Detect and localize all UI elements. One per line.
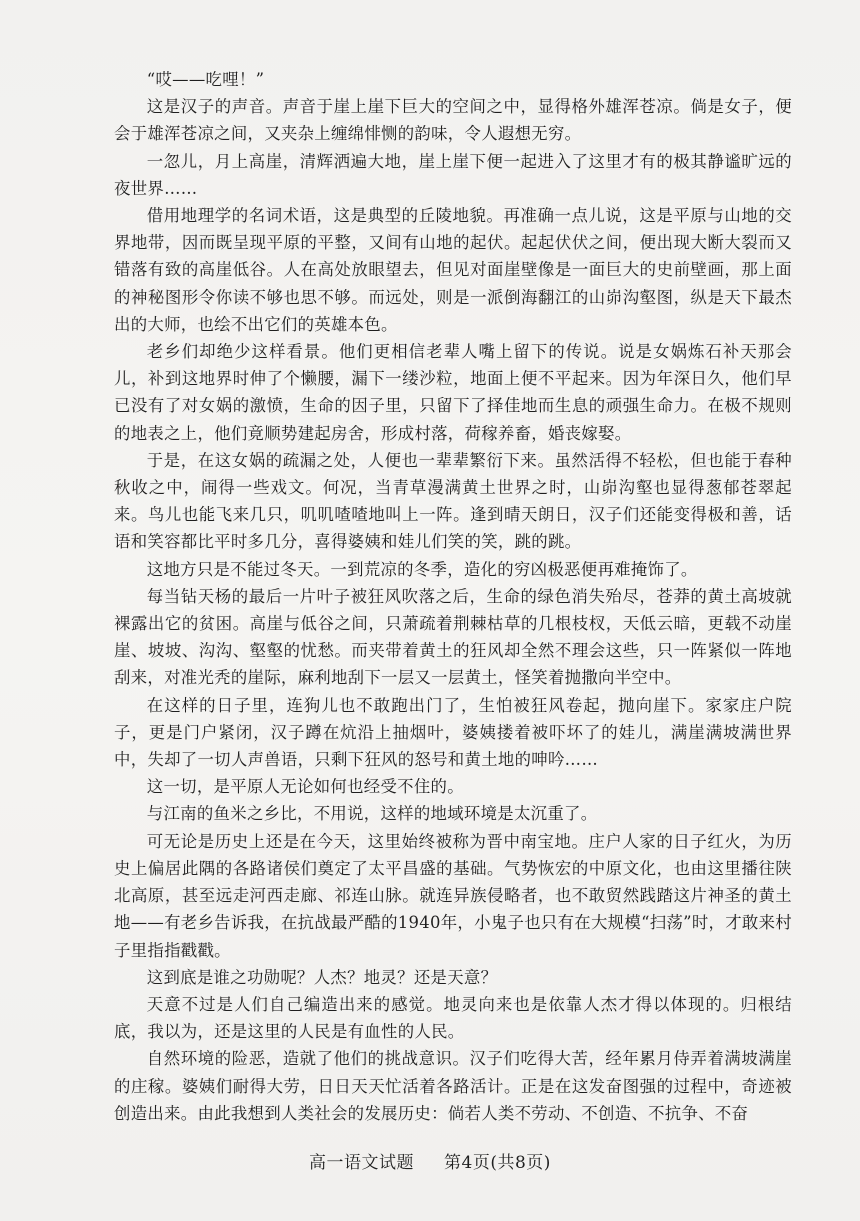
paragraph-3: 一忽儿，月上高崖，清辉洒遍大地，崖上崖下便一起进入了这里才有的极其静谧旷远的夜世界……: [114, 151, 792, 198]
paragraph-9: 在这样的日子里，连狗儿也不敢跑出门了，生怕被狂风卷起，抛向崖下。家家庄户院子，更是门户紧闭，汉子蹲在炕沿上抽烟叶，婆姨搂着被吓坏了的娃儿，满崖满坡满世界中，失却了一切人声兽语，只剩下狂风的怒号和黄土地的呻吟……: [114, 695, 792, 770]
paragraph-14: 天意不过是人们自己编造出来的感觉。地灵向来也是依靠人杰才得以体现的。归根结底，我以为，还是这里的人民是有血性的人民。: [114, 994, 792, 1042]
paragraph-12: 可无论是历史上还是在今天，这里始终被称为晋中南宝地。庄户人家的日子红火，为历史上偏居此隅的各路诸侯们奠定了太平昌盛的基础。气势恢宏的中原文化，也由这里播往陕北高原，甚至远走河西走廊、祁连山脉。就连异族侵略者，也不敢贸然践踏这片神圣的黄土地——有老乡告诉我，在抗战最严酷的1940年，小鬼子也只有在大规模“扫荡”时，才敢来村子里指指戳戳。: [114, 831, 792, 960]
paragraph-15: 自然环境的险恶，造就了他们的挑战意识。汉子们吃得大苦，经年累月侍弄着满坡满崖的庄稼。婆姨们耐得大劳，日日天天忙活着各路活计。正是在这发奋图强的过程中，奇迹被创造出来。由此我想到人类社会的发展历史：倘若人类不劳动、不创造、不抗争、不奋: [114, 1049, 792, 1123]
paragraph-4: 借用地理学的名词术语，这是典型的丘陵地貌。再准确一点儿说，这是平原与山地的交界地带，因而既呈现平原的平整，又间有山地的起伏。起起伏伏之间，便出现大断大裂而又错落有致的高崖低谷。人在高处放眼望去，但见对面崖壁像是一面巨大的史前壁画，那上面的神秘图形令你读不够也思不够。而远处，则是一派倒海翻江的山峁沟壑图，纵是天下最杰出的大师，也绘不出它们的英雄本色。: [114, 206, 792, 334]
paragraph-6: 于是，在这女娲的疏漏之处，人便也一辈辈繁衍下来。虽然活得不轻松，但也能于春种秋收之中，闹得一些戏文。何况，当青草漫满黄土世界之时，山峁沟壑也显得葱郁苍翠起来。鸟儿也能飞来几只，叽叽喳喳地叫上一阵。逢到晴天朗日，汉子们还能变得极和善，话语和笑容都比平时多几分，喜得婆姨和娃儿们笑的笑，跳的跳。: [114, 450, 792, 552]
paragraph-7: 这地方只是不能过冬天。一到荒凉的冬季，造化的穷凶极恶便再难掩饰了。: [146, 559, 698, 579]
page-number: 第4页(共8页): [444, 1153, 551, 1173]
paragraph-8: 每当钻天杨的最后一片叶子被狂风吹落之后，生命的绿色消失殆尽，苍莽的黄土高坡就裸露出它的贫困。高崖与低谷之间，只萧疏着荆棘枯草的几根枝杈，天低云暗，更载不动崖崖、坡坡、沟沟、壑壑的忧愁。而夹带着黄土的狂风却全然不理会这些，只一阵紧似一阵地刮来，对准光秃的崖际，麻利地刮下一层又一层黄土，怪笑着抛撒向半空中。: [114, 586, 792, 688]
page-footer: [0, 1148, 860, 1173]
paragraph-10: 这一切，是平原人无论如何也经受不住的。: [146, 777, 464, 797]
exam-subject: 高一语文试题: [309, 1153, 415, 1173]
paragraph-11: 与江南的鱼米之乡比，不用说，这样的地域环境是太沉重了。: [146, 804, 598, 824]
essay-body: [114, 66, 792, 1127]
paragraph-1: “哎——吃哩！”: [146, 70, 265, 89]
paragraph-13: 这到底是谁之功勋呢？人杰？地灵？还是天意？: [146, 967, 498, 987]
paragraph-5: 老乡们却绝少这样看景。他们更相信老辈人嘴上留下的传说。说是女娲炼石补天那会儿，补到这地界时伸了个懒腰，漏下一缕沙粒，地面上便不平起来。因为年深日久，他们早已没有了对女娲的激愤，生命的因子里，只留下了择佳地而生息的顽强生命力。在极不规则的地表之上，他们竟顺势建起房舍，形成村落，荷稼养畜，婚丧嫁娶。: [114, 342, 792, 443]
paragraph-2: 这是汉子的声音。声音于崖上崖下巨大的空间之中，显得格外雄浑苍凉。倘是女子，便会于雄浑苍凉之间，又夹杂上缠绵悱恻的韵味，令人遐想无穷。: [114, 97, 792, 144]
